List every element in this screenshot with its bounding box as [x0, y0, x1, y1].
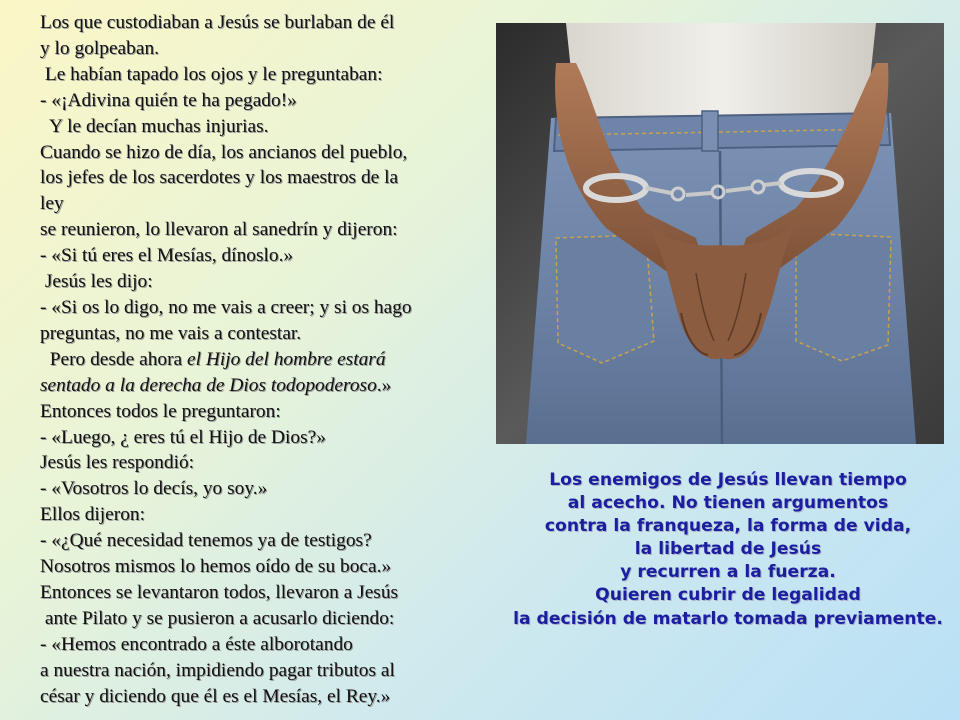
passage-line: Los que custodiaban a Jesús se burlaban de él [40, 12, 395, 33]
passage-line: Le habían tapado los ojos y le preguntaban: [40, 63, 383, 85]
passage-line: los jefes de los sacerdotes y los maestros de la [40, 167, 399, 189]
caption-line: Los enemigos de Jesús llevan tiempo [549, 470, 907, 490]
passage-italic-segment: el Hijo del hombre estará [187, 348, 386, 370]
passage-italic-segment: sentado a la derecha de Dios todopoderoso [40, 374, 377, 396]
passage-line: Entonces se levantaron todos, llevaron a Jesús [40, 581, 399, 603]
reflection-caption [498, 469, 958, 631]
passage-line: - «Luego, ¿ eres tú el Hijo de Dios?» [40, 426, 326, 448]
passage-line: - «Si tú eres el Mesías, dínoslo.» [40, 245, 294, 267]
passage-line: se reunieron, lo llevaron al sanedrín y dijeron: [40, 219, 398, 241]
passage-line: y lo golpeaban. [40, 37, 160, 59]
passage-line: Jesús les dijo: [40, 271, 153, 293]
passage-line: preguntas, no me vais a contestar. [40, 322, 302, 344]
caption-line: la decisión de matarlo tomada previamente. [513, 608, 943, 629]
passage-segment: .» [376, 374, 392, 396]
caption-line: y recurren a la fuerza. [620, 562, 836, 583]
caption-line: contra la franqueza, la forma de vida, [544, 516, 912, 537]
passage-segment: Pero desde ahora [40, 348, 187, 370]
passage-line: Ellos dijeron: [40, 504, 146, 526]
passage-line: - «Si os lo digo, no me vais a creer; y si os hago [40, 296, 412, 318]
handcuffed-hands-illustration [496, 23, 944, 444]
passage-line: Cuando se hizo de día, los ancianos del pueblo, [40, 141, 408, 163]
passage-line: césar y diciendo que él es el Mesías, el Rey.» [40, 685, 391, 707]
passage-line: - «Vosotros lo decís, yo soy.» [40, 478, 268, 500]
caption-line: al acecho. No tienen argumentos [567, 493, 889, 514]
passage-line: ante Pilato y se pusieron a acusarlo diciendo: [40, 607, 395, 629]
passage-line: Entonces todos le preguntaron: [40, 400, 281, 422]
passage-line: Y le decían muchas injurias. [40, 115, 269, 137]
caption-line: Quieren cubrir de legalidad [595, 585, 861, 606]
gospel-passage [40, 10, 490, 709]
passage-line: ley [40, 193, 64, 215]
passage-line-italic [40, 373, 490, 399]
passage-line: - «¿Qué necesidad tenemos ya de testigos? [40, 530, 372, 552]
passage-line: Jesús les respondió: [40, 452, 195, 474]
passage-line-italic [40, 347, 490, 373]
passage-line: - «¡Adivina quién te ha pegado!» [40, 89, 297, 111]
passage-line: a nuestra nación, impidiendo pagar tributos al [40, 659, 395, 681]
caption-line: la libertad de Jesús [634, 539, 822, 560]
handcuffed-hands-photo [496, 23, 944, 444]
passage-line: Nosotros mismos lo hemos oído de su boca.» [40, 556, 392, 578]
passage-line: - «Hemos encontrado a éste alborotando [40, 633, 353, 655]
